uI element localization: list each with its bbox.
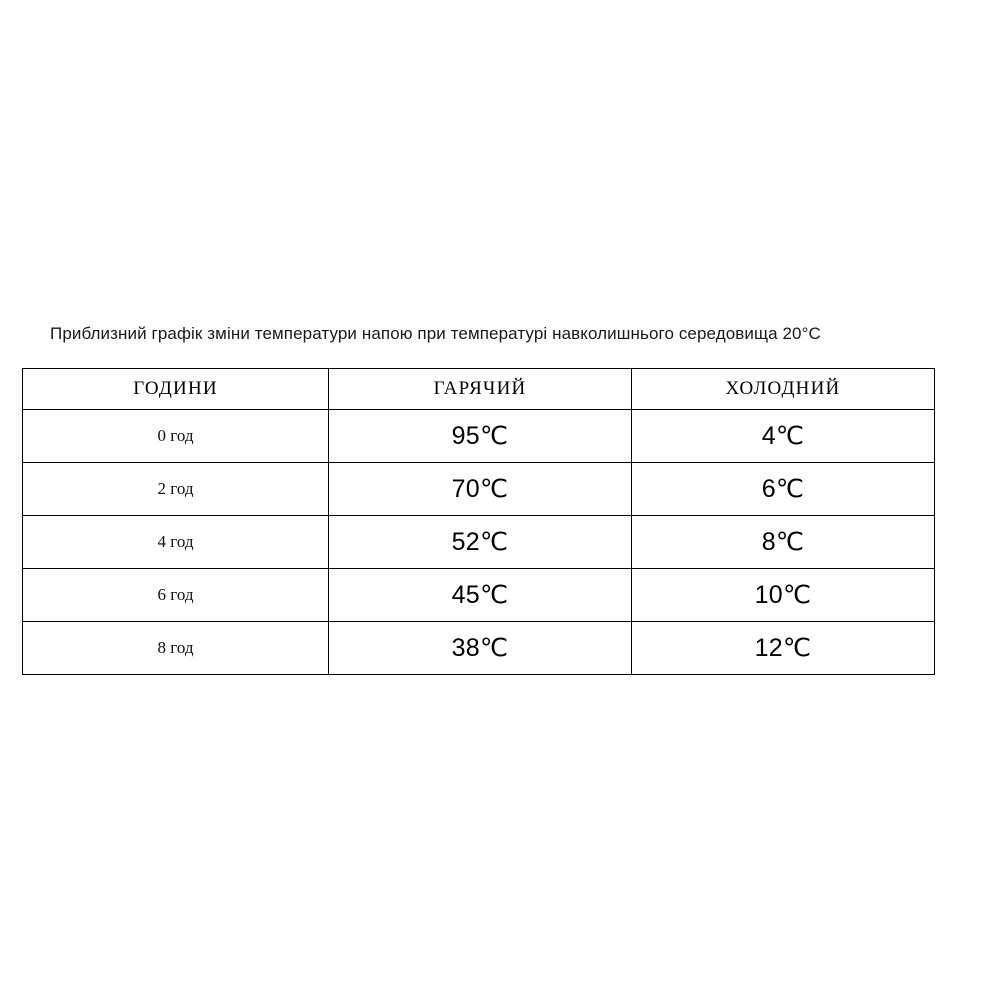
table-row <box>23 410 935 463</box>
cell-hot: 70℃ <box>329 463 632 516</box>
cell-cold: 4℃ <box>632 410 935 463</box>
cell-hours: 2 год <box>23 463 329 516</box>
table-header-row <box>23 369 935 410</box>
cell-cold: 12℃ <box>632 622 935 675</box>
temperature-table <box>22 368 935 675</box>
table-row <box>23 569 935 622</box>
column-header-hot: ГАРЯЧИЙ <box>329 369 632 410</box>
table-row <box>23 622 935 675</box>
table-row <box>23 516 935 569</box>
cell-cold: 6℃ <box>632 463 935 516</box>
cell-hours: 4 год <box>23 516 329 569</box>
table-row <box>23 463 935 516</box>
table-caption: Приблизний графік зміни температури напою при температурі навколишнього середовища 20°C <box>50 324 821 343</box>
cell-hot: 45℃ <box>329 569 632 622</box>
cell-cold: 8℃ <box>632 516 935 569</box>
cell-hours: 0 год <box>23 410 329 463</box>
cell-hot: 52℃ <box>329 516 632 569</box>
cell-hot: 95℃ <box>329 410 632 463</box>
cell-hours: 6 год <box>23 569 329 622</box>
column-header-cold: ХОЛОДНИЙ <box>632 369 935 410</box>
column-header-hours: ГОДИНИ <box>23 369 329 410</box>
cell-hours: 8 год <box>23 622 329 675</box>
cell-cold: 10℃ <box>632 569 935 622</box>
cell-hot: 38℃ <box>329 622 632 675</box>
